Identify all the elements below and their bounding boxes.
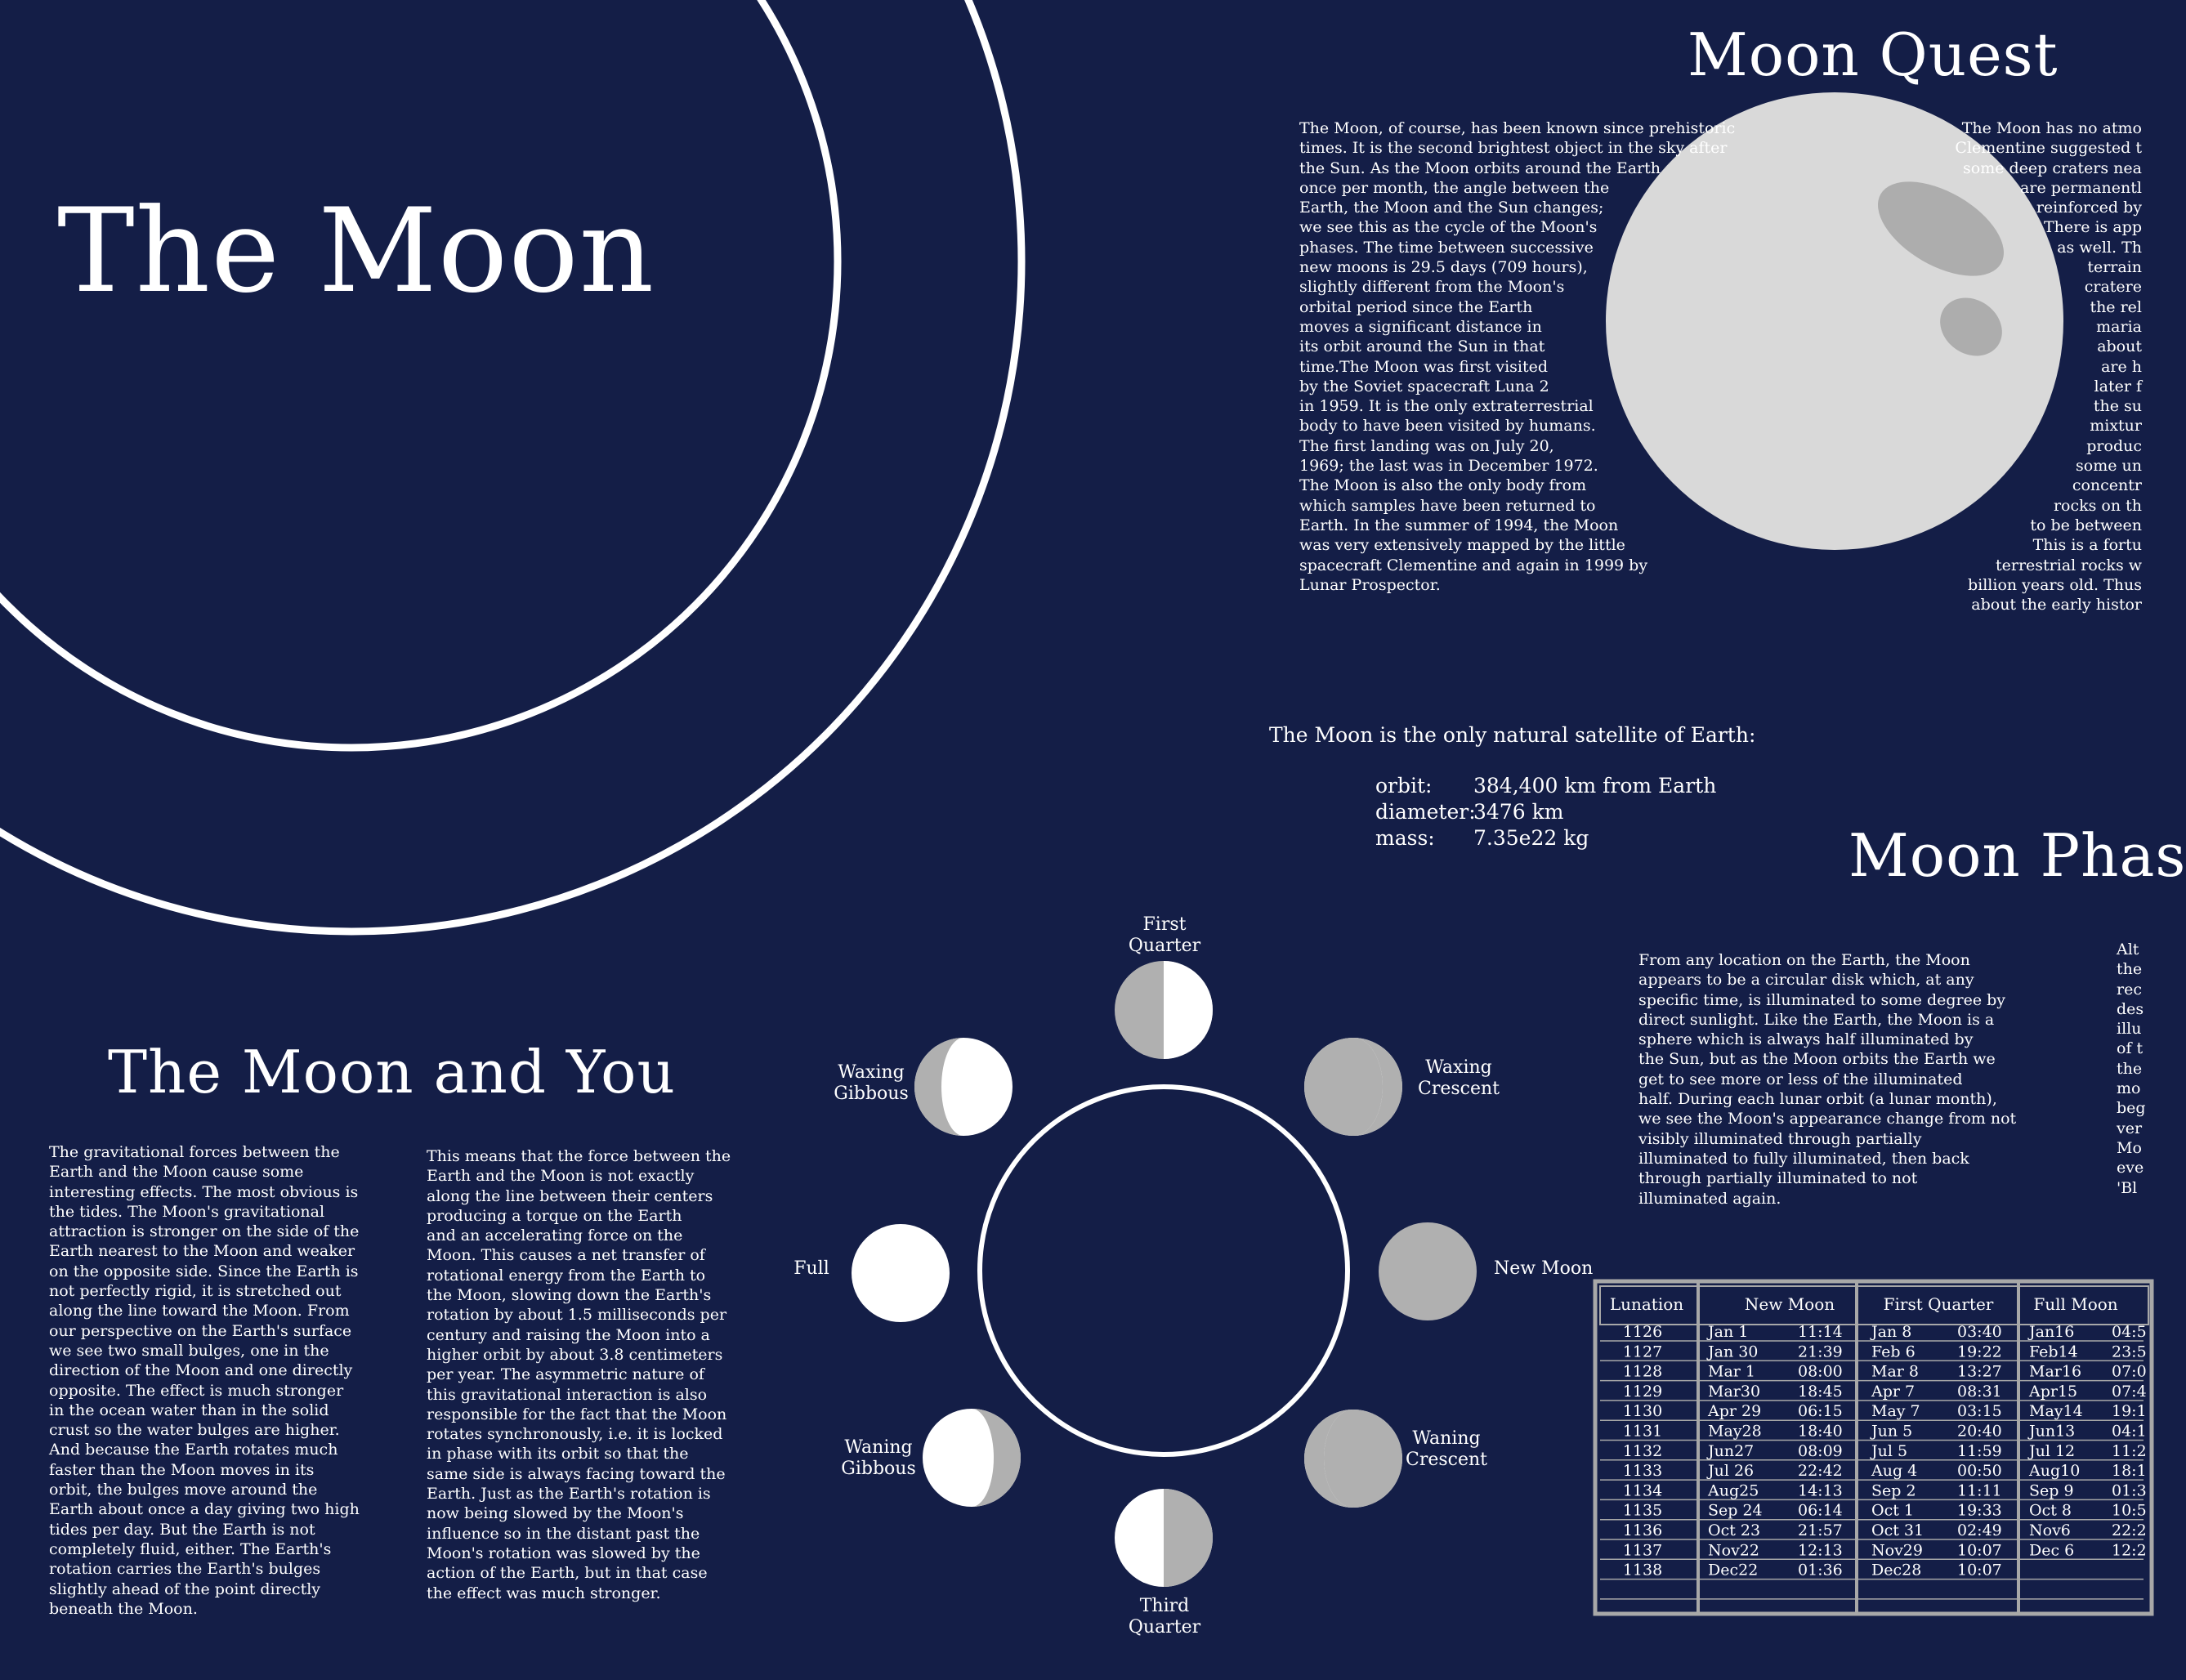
text-line: ver: [2117, 1119, 2143, 1137]
table-cell: 18:45: [1798, 1382, 1843, 1401]
text-line: action of the Earth, but in that case: [427, 1564, 708, 1583]
table-cell: Apr 29: [1708, 1402, 1762, 1421]
text-line: Alt: [2117, 941, 2139, 958]
table-cell: 08:00: [1798, 1362, 1843, 1381]
text-line: sphere which is always half illuminated by: [1638, 1030, 1974, 1049]
table-cell: Jun 5: [1871, 1422, 1913, 1441]
text-line: slightly different from the Moon's: [1299, 278, 1565, 297]
text-line: Earth. Just as the Earth's rotation is: [427, 1485, 711, 1504]
table-cell: 1133: [1622, 1462, 1663, 1481]
text-line: the Sun, but as the Moon orbits the Earth we: [1638, 1050, 1996, 1069]
text-line: later f: [2094, 377, 2142, 395]
text-line: reinforced by: [2036, 199, 2142, 217]
table-cell: 1135: [1622, 1501, 1663, 1520]
text-line: And because the Earth rotates much: [49, 1441, 338, 1459]
table-cell: Oct 23: [1708, 1521, 1761, 1539]
table-cell: 23:5: [2112, 1343, 2147, 1361]
table-cell: 14:13: [1798, 1481, 1843, 1500]
table-cell: 18:1: [2112, 1462, 2147, 1481]
table-cell: Jan 8: [1871, 1323, 1912, 1341]
table-cell: 02:49: [1957, 1521, 2002, 1539]
text-line: 1969; the last was in December 1972.: [1299, 457, 1598, 476]
text-line: illuminated to fully illuminated, then back: [1638, 1149, 1969, 1168]
table-cell: Nov6: [2029, 1521, 2071, 1539]
text-line: tides per day. But the Earth is not: [49, 1520, 315, 1539]
table-cell: Nov29: [1871, 1541, 1923, 1560]
text-line: Earth, the Moon and the Sun changes;: [1299, 199, 1604, 217]
table-cell: Oct 8: [2029, 1501, 2072, 1520]
text-line: times. It is the second brightest object in the sky after: [1299, 139, 1728, 158]
text-line: time.The Moon was first visited: [1299, 357, 1549, 376]
text-line: appears to be a circular disk which, at any: [1638, 971, 1974, 990]
table-cell: Jun27: [1708, 1441, 1755, 1460]
text-line: Moon. This causes a net transfer of: [427, 1246, 705, 1265]
text-line: completely fluid, either. The Earth's: [49, 1539, 332, 1558]
table-cell: 10:5: [2112, 1501, 2147, 1520]
text-line: through partially illuminated to not: [1638, 1169, 1918, 1188]
text-line: in phase with its orbit so that the: [427, 1445, 689, 1463]
table-cell: 06:15: [1798, 1402, 1843, 1421]
table-cell: Dec28: [1871, 1561, 1922, 1579]
table-cell: May 7: [1871, 1402, 1920, 1421]
text-line: The gravitational forces between the: [49, 1143, 340, 1161]
text-line: this gravitational interaction is also: [427, 1385, 708, 1404]
text-line: some deep craters nea: [1963, 159, 2142, 177]
text-line: beg: [2117, 1099, 2146, 1118]
text-line: cratere: [2084, 278, 2142, 297]
table-cell: 11:11: [1957, 1481, 2002, 1500]
text-line: the: [2117, 1059, 2143, 1078]
text-line: on the opposite side. Since the Earth is: [49, 1262, 359, 1280]
text-line: our perspective on the Earth's surface: [49, 1321, 352, 1340]
table-cell: 00:50: [1957, 1462, 2002, 1481]
table-cell: Jul 5: [1871, 1441, 1908, 1460]
label-full: Full: [793, 1258, 829, 1279]
table-cell: 11:14: [1798, 1323, 1843, 1341]
text-line: orbital period since the Earth: [1299, 297, 1533, 316]
text-line: The Moon has no atmo: [1961, 119, 2142, 137]
text-line: the effect was much stronger.: [427, 1584, 661, 1602]
table-cell: May14: [2029, 1402, 2083, 1421]
table-cell: 01:3: [2112, 1481, 2147, 1500]
text-line: about the early histor: [1971, 596, 2142, 614]
table-cell: Aug25: [1708, 1481, 1759, 1500]
text-line: mixtur: [2090, 417, 2142, 436]
table-cell: Sep 9: [2029, 1481, 2074, 1500]
table-cell: 1127: [1622, 1343, 1663, 1361]
text-line: Clementine suggested t: [1955, 139, 2142, 158]
table-cell: 1132: [1622, 1441, 1663, 1460]
table-cell: 07:0: [2112, 1362, 2147, 1381]
text-line: the: [2117, 960, 2143, 979]
text-line: visibly illuminated through partially: [1638, 1129, 1922, 1148]
main-title: The Moon: [57, 184, 655, 319]
stat-label: orbit:: [1375, 774, 1433, 798]
text-line: There is app: [2043, 218, 2142, 237]
text-line: Earth and the Moon cause some: [49, 1163, 304, 1182]
text-line: by the Soviet spacecraft Luna 2: [1299, 377, 1549, 395]
table-cell: 1134: [1622, 1481, 1663, 1500]
text-line: some un: [2076, 457, 2142, 476]
text-line: per year. The asymmetric nature of: [427, 1365, 704, 1384]
text-line: in the ocean water than in the solid: [49, 1401, 329, 1419]
text-line: rotates synchronously, i.e. it is locked: [427, 1425, 723, 1444]
text-line: same side is always facing toward the: [427, 1464, 726, 1483]
text-line: The Moon, of course, has been known since prehistoric: [1299, 119, 1736, 137]
table-cell: May28: [1708, 1422, 1762, 1441]
table-cell: 1130: [1622, 1402, 1663, 1421]
table-cell: 1136: [1622, 1521, 1663, 1539]
table-cell: 04:1: [2112, 1422, 2147, 1441]
table-cell: 13:27: [1957, 1362, 2002, 1381]
text-line: Earth. In the summer of 1994, the Moon: [1299, 516, 1619, 534]
text-line: along the line between their centers: [427, 1186, 713, 1205]
text-line: The first landing was on July 20,: [1299, 436, 1554, 455]
text-line: This means that the force between the: [427, 1147, 731, 1165]
text-line: From any location on the Earth, the Moon: [1638, 951, 1970, 969]
table-cell: Dec22: [1708, 1561, 1759, 1579]
label-waxing-crescent: Waxing Crescent: [1418, 1057, 1500, 1099]
text-line: interesting effects. The most obvious is: [49, 1182, 359, 1201]
table-header: First Quarter: [1883, 1294, 1994, 1314]
table-cell: 10:07: [1957, 1561, 2002, 1579]
text-line: now being slowed by the Moon's: [427, 1504, 684, 1523]
text-line: Earth about once a day giving two high: [49, 1500, 360, 1519]
table-cell: Jun13: [2029, 1422, 2076, 1441]
stat-value: 3476 km: [1473, 800, 1564, 824]
table-cell: Jan 1: [1708, 1323, 1749, 1341]
table-cell: Jul 26: [1708, 1462, 1755, 1481]
text-line: of t: [2117, 1039, 2144, 1058]
text-line: and an accelerating force on the: [427, 1226, 683, 1245]
text-line: new moons is 29.5 days (709 hours),: [1299, 258, 1588, 277]
text-line: concentr: [2072, 476, 2142, 495]
text-line: producing a torque on the Earth: [427, 1206, 682, 1225]
table-cell: 07:4: [2112, 1382, 2147, 1401]
text-line: responsible for the fact that the Moon: [427, 1405, 727, 1423]
label-first-quarter: First Quarter: [1128, 914, 1201, 956]
table-cell: Mar30: [1708, 1382, 1761, 1401]
table-cell: 06:14: [1798, 1501, 1843, 1520]
table-cell: 10:07: [1957, 1541, 2002, 1560]
text-line: crust so the water bulges are higher.: [49, 1421, 340, 1440]
label-third-quarter: Third Quarter: [1128, 1596, 1201, 1638]
table-header: Lunation: [1609, 1294, 1684, 1314]
table-cell: Jan16: [2029, 1323, 2075, 1341]
text-line: body to have been visited by humans.: [1299, 417, 1596, 436]
text-line: which samples have been returned to: [1299, 496, 1596, 515]
text-line: its orbit around the Sun in that: [1299, 337, 1545, 356]
table-cell: Feb 6: [1871, 1343, 1916, 1361]
table-cell: 20:40: [1957, 1422, 2002, 1441]
text-line: Earth and the Moon is not exactly: [427, 1167, 695, 1186]
text-line: rotation by about 1.5 milliseconds per: [427, 1306, 727, 1325]
text-line: the rel: [2090, 297, 2142, 316]
stat-value: 7.35e22 kg: [1473, 826, 1589, 850]
stat-label: diameter:: [1375, 800, 1476, 824]
table-cell: 11:59: [1957, 1441, 2002, 1460]
text-line: about: [2097, 337, 2142, 356]
table-cell: 1137: [1622, 1541, 1663, 1560]
table-cell: 21:57: [1798, 1521, 1843, 1539]
table-cell: Apr 7: [1871, 1382, 1916, 1401]
text-line: are permanentl: [2020, 178, 2142, 197]
table-cell: Sep 2: [1871, 1481, 1916, 1500]
text-line: the tides. The Moon's gravitational: [49, 1202, 325, 1221]
text-line: as well. Th: [2057, 238, 2142, 257]
text-line: The Moon is also the only body from: [1299, 476, 1587, 495]
text-line: rotational energy from the Earth to: [427, 1266, 706, 1285]
text-line: This is a fortu: [2032, 536, 2142, 555]
table-cell: 03:40: [1957, 1323, 2002, 1341]
text-line: the su: [2093, 397, 2142, 416]
table-cell: 12:2: [2112, 1541, 2147, 1560]
table-header: New Moon: [1744, 1294, 1835, 1314]
text-line: phases. The time between successive: [1299, 238, 1594, 257]
text-line: to be between: [2030, 516, 2142, 534]
text-line: the Moon, slowing down the Earth's: [427, 1286, 712, 1305]
text-line: not perfectly rigid, it is stretched out: [49, 1282, 342, 1301]
moon-and-you-title: The Moon and You: [108, 1038, 676, 1106]
table-cell: 12:13: [1798, 1541, 1843, 1560]
text-line: Earth nearest to the Moon and weaker: [49, 1242, 355, 1261]
text-line: Moon's rotation was slowed by the: [427, 1544, 700, 1562]
text-line: des: [2117, 999, 2144, 1018]
text-line: attraction is stronger on the side of the: [49, 1222, 360, 1241]
moon-phases-title: Moon Phas: [1848, 821, 2186, 890]
stat-value: 384,400 km from Earth: [1473, 774, 1717, 798]
table-cell: 22:42: [1798, 1462, 1843, 1481]
text-line: rotation carries the Earth's bulges: [49, 1560, 321, 1579]
text-line: Mo: [2117, 1138, 2142, 1157]
table-cell: 03:15: [1957, 1402, 2002, 1421]
text-line: along the line toward the Moon. From: [49, 1302, 350, 1320]
table-cell: 19:1: [2112, 1402, 2147, 1421]
table-cell: 1129: [1622, 1382, 1663, 1401]
text-line: illuminated again.: [1638, 1189, 1781, 1208]
table-header: Full Moon: [2033, 1294, 2118, 1314]
text-line: the Sun. As the Moon orbits around the Earth: [1299, 159, 1661, 177]
text-line: rocks on th: [2053, 496, 2142, 515]
table-cell: Dec 6: [2029, 1541, 2075, 1560]
table-cell: 1131: [1622, 1422, 1663, 1441]
table-cell: 08:09: [1798, 1441, 1843, 1460]
text-line: rec: [2117, 980, 2142, 999]
text-line: faster than the Moon moves in its: [49, 1460, 315, 1479]
table-cell: 01:36: [1798, 1561, 1843, 1579]
text-line: once per month, the angle between the: [1299, 178, 1610, 197]
text-line: beneath the Moon.: [49, 1599, 198, 1618]
text-line: maria: [2096, 317, 2142, 336]
table-cell: Feb14: [2029, 1343, 2078, 1361]
text-line: we see two small bulges, one in the: [49, 1341, 329, 1360]
table-cell: Oct 31: [1871, 1521, 1924, 1539]
stat-label: mass:: [1375, 826, 1435, 850]
moon-quest-title: Moon Quest: [1688, 20, 2059, 89]
table-cell: 21:39: [1798, 1343, 1843, 1361]
table-cell: Mar 8: [1871, 1362, 1919, 1381]
text-line: moves a significant distance in: [1299, 317, 1542, 336]
text-line: higher orbit by about 3.8 centimeters: [427, 1345, 723, 1364]
text-line: slightly ahead of the point directly: [49, 1579, 321, 1598]
text-line: terrestrial rocks w: [1995, 556, 2142, 574]
satellite-intro: The Moon is the only natural satellite of Earth:: [1269, 723, 1756, 747]
table-cell: 19:33: [1957, 1501, 2002, 1520]
text-line: orbit, the bulges move around the: [49, 1481, 318, 1499]
table-cell: Apr15: [2029, 1382, 2078, 1401]
table-cell: Nov22: [1708, 1541, 1759, 1560]
label-waxing-gibbous: Waxing Gibbous: [834, 1062, 909, 1104]
text-line: was very extensively mapped by the little: [1299, 536, 1625, 555]
text-line: mo: [2117, 1079, 2141, 1098]
table-cell: 18:40: [1798, 1422, 1843, 1441]
label-waning-crescent: Waning Crescent: [1406, 1428, 1488, 1470]
text-line: 'Bl: [2117, 1178, 2138, 1197]
text-line: illu: [2117, 1020, 2142, 1039]
table-cell: 04:5: [2112, 1323, 2147, 1341]
table-cell: 19:22: [1957, 1343, 2002, 1361]
table-cell: 11:2: [2112, 1441, 2147, 1460]
text-line: direction of the Moon and one directly: [49, 1361, 353, 1380]
table-cell: Oct 1: [1871, 1501, 1914, 1520]
text-line: are h: [2101, 357, 2142, 376]
text-line: specific time, is illuminated to some degree by: [1638, 990, 2006, 1009]
label-new-moon: New Moon: [1494, 1258, 1594, 1279]
table-cell: Aug 4: [1871, 1462, 1918, 1481]
text-line: eve: [2117, 1159, 2144, 1177]
text-line: Lunar Prospector.: [1299, 575, 1441, 594]
table-cell: 22:2: [2112, 1521, 2147, 1539]
table-cell: Mar 1: [1708, 1362, 1755, 1381]
text-line: we see the Moon's appearance change from not: [1638, 1110, 2017, 1128]
table-cell: 1128: [1622, 1362, 1663, 1381]
table-cell: 1138: [1622, 1561, 1663, 1579]
table-cell: 1126: [1622, 1323, 1663, 1341]
table-cell: Jul 12: [2029, 1441, 2076, 1460]
table-cell: 08:31: [1957, 1382, 2002, 1401]
table-cell: Aug10: [2029, 1462, 2081, 1481]
text-line: terrain: [2087, 258, 2142, 277]
label-waning-gibbous: Waning Gibbous: [841, 1437, 916, 1479]
text-line: produc: [2086, 436, 2142, 455]
text-line: we see this as the cycle of the Moon's: [1299, 218, 1598, 237]
text-line: spacecraft Clementine and again in 1999 by: [1299, 556, 1648, 574]
table-cell: Jan 30: [1708, 1343, 1759, 1361]
text-line: in 1959. It is the only extraterrestrial: [1299, 397, 1594, 416]
text-line: opposite. The effect is much stronger: [49, 1381, 344, 1400]
text-line: half. During each lunar orbit (a lunar month),: [1638, 1090, 1997, 1109]
text-line: influence so in the distant past the: [427, 1524, 700, 1543]
text-line: direct sunlight. Like the Earth, the Moon is a: [1638, 1010, 1995, 1029]
text-line: billion years old. Thus: [1967, 575, 2142, 594]
table-cell: Sep 24: [1708, 1501, 1763, 1520]
text-line: get to see more or less of the illuminated: [1638, 1070, 1963, 1088]
text-line: century and raising the Moon into a: [427, 1325, 710, 1344]
table-cell: Mar16: [2029, 1362, 2082, 1381]
